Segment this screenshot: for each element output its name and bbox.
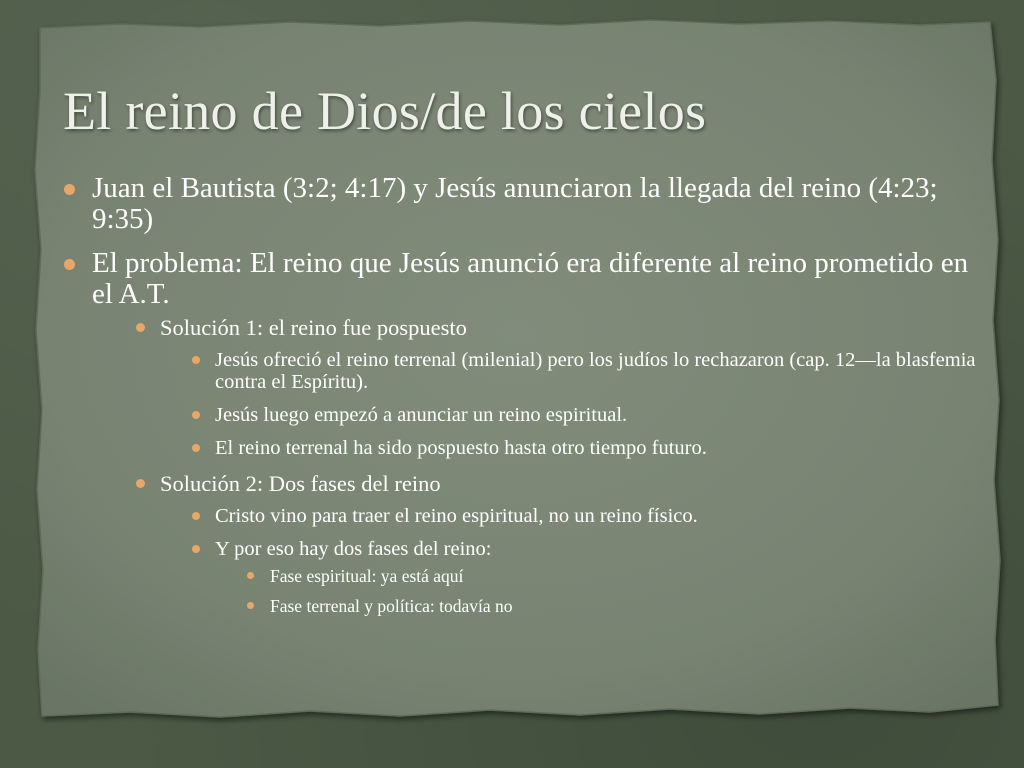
bullet-text: El problema: El reino que Jesús anunció era diferente al reino prometido en el A.T. xyxy=(92,247,969,310)
bullet-text: Cristo vino para traer el reino espiritual, no un reino físico. xyxy=(215,505,698,527)
sub-bullet-list xyxy=(245,566,982,616)
bullet-dot-icon xyxy=(192,512,200,520)
bullet-item-level1 xyxy=(62,248,982,616)
bullet-text: Juan el Bautista (3:2; 4:17) y Jesús anunciaron la llegada del reino (4:23; 9:35) xyxy=(92,172,938,235)
bullet-dot-icon xyxy=(136,323,145,332)
bullet-text: Fase espiritual: ya está aquí xyxy=(270,566,464,586)
bullet-text: Solución 1: el reino fue pospuesto xyxy=(160,315,467,340)
bullet-text: Y por eso hay dos fases del reino: xyxy=(215,538,492,560)
bullet-dot-icon xyxy=(64,259,75,270)
bullet-dot-icon xyxy=(192,545,200,553)
bullet-text: El reino terrenal ha sido pospuesto hasta otro tiempo futuro. xyxy=(215,437,707,459)
bullet-list xyxy=(62,173,982,629)
slide-title: El reino de Dios/de los cielos xyxy=(63,81,707,141)
bullet-dot-icon xyxy=(192,356,200,364)
bullet-dot-icon xyxy=(192,444,200,452)
bullet-item-level3 xyxy=(190,538,982,616)
bullet-text: Solución 2: Dos fases del reino xyxy=(160,471,441,496)
bullet-dot-icon xyxy=(247,602,254,609)
bullet-item-level3 xyxy=(190,404,982,426)
bullet-item-level2 xyxy=(134,314,982,459)
bullet-text: Jesús ofreció el reino terrenal (milenial) pero los judíos lo rechazaron (cap. 12—la blasfemia contra el Espíritu). xyxy=(215,349,976,393)
bullet-item-level3 xyxy=(190,349,982,393)
bullet-text: Jesús luego empezó a anunciar un reino espiritual. xyxy=(215,404,628,426)
sub-bullet-list xyxy=(190,505,982,616)
bullet-dot-icon xyxy=(136,479,145,488)
bullet-item-level4 xyxy=(245,566,982,586)
bullet-item-level4 xyxy=(245,596,982,616)
bullet-item-level3 xyxy=(190,437,982,459)
sub-bullet-list xyxy=(134,314,982,616)
bullet-text: Fase terrenal y política: todavía no xyxy=(270,596,513,616)
bullet-dot-icon xyxy=(192,411,200,419)
bullet-dot-icon xyxy=(64,184,75,195)
bullet-dot-icon xyxy=(247,572,254,579)
bullet-item-level2 xyxy=(134,470,982,616)
bullet-item-level3 xyxy=(190,505,982,527)
sub-bullet-list xyxy=(190,349,982,459)
bullet-item-level1 xyxy=(62,173,982,235)
